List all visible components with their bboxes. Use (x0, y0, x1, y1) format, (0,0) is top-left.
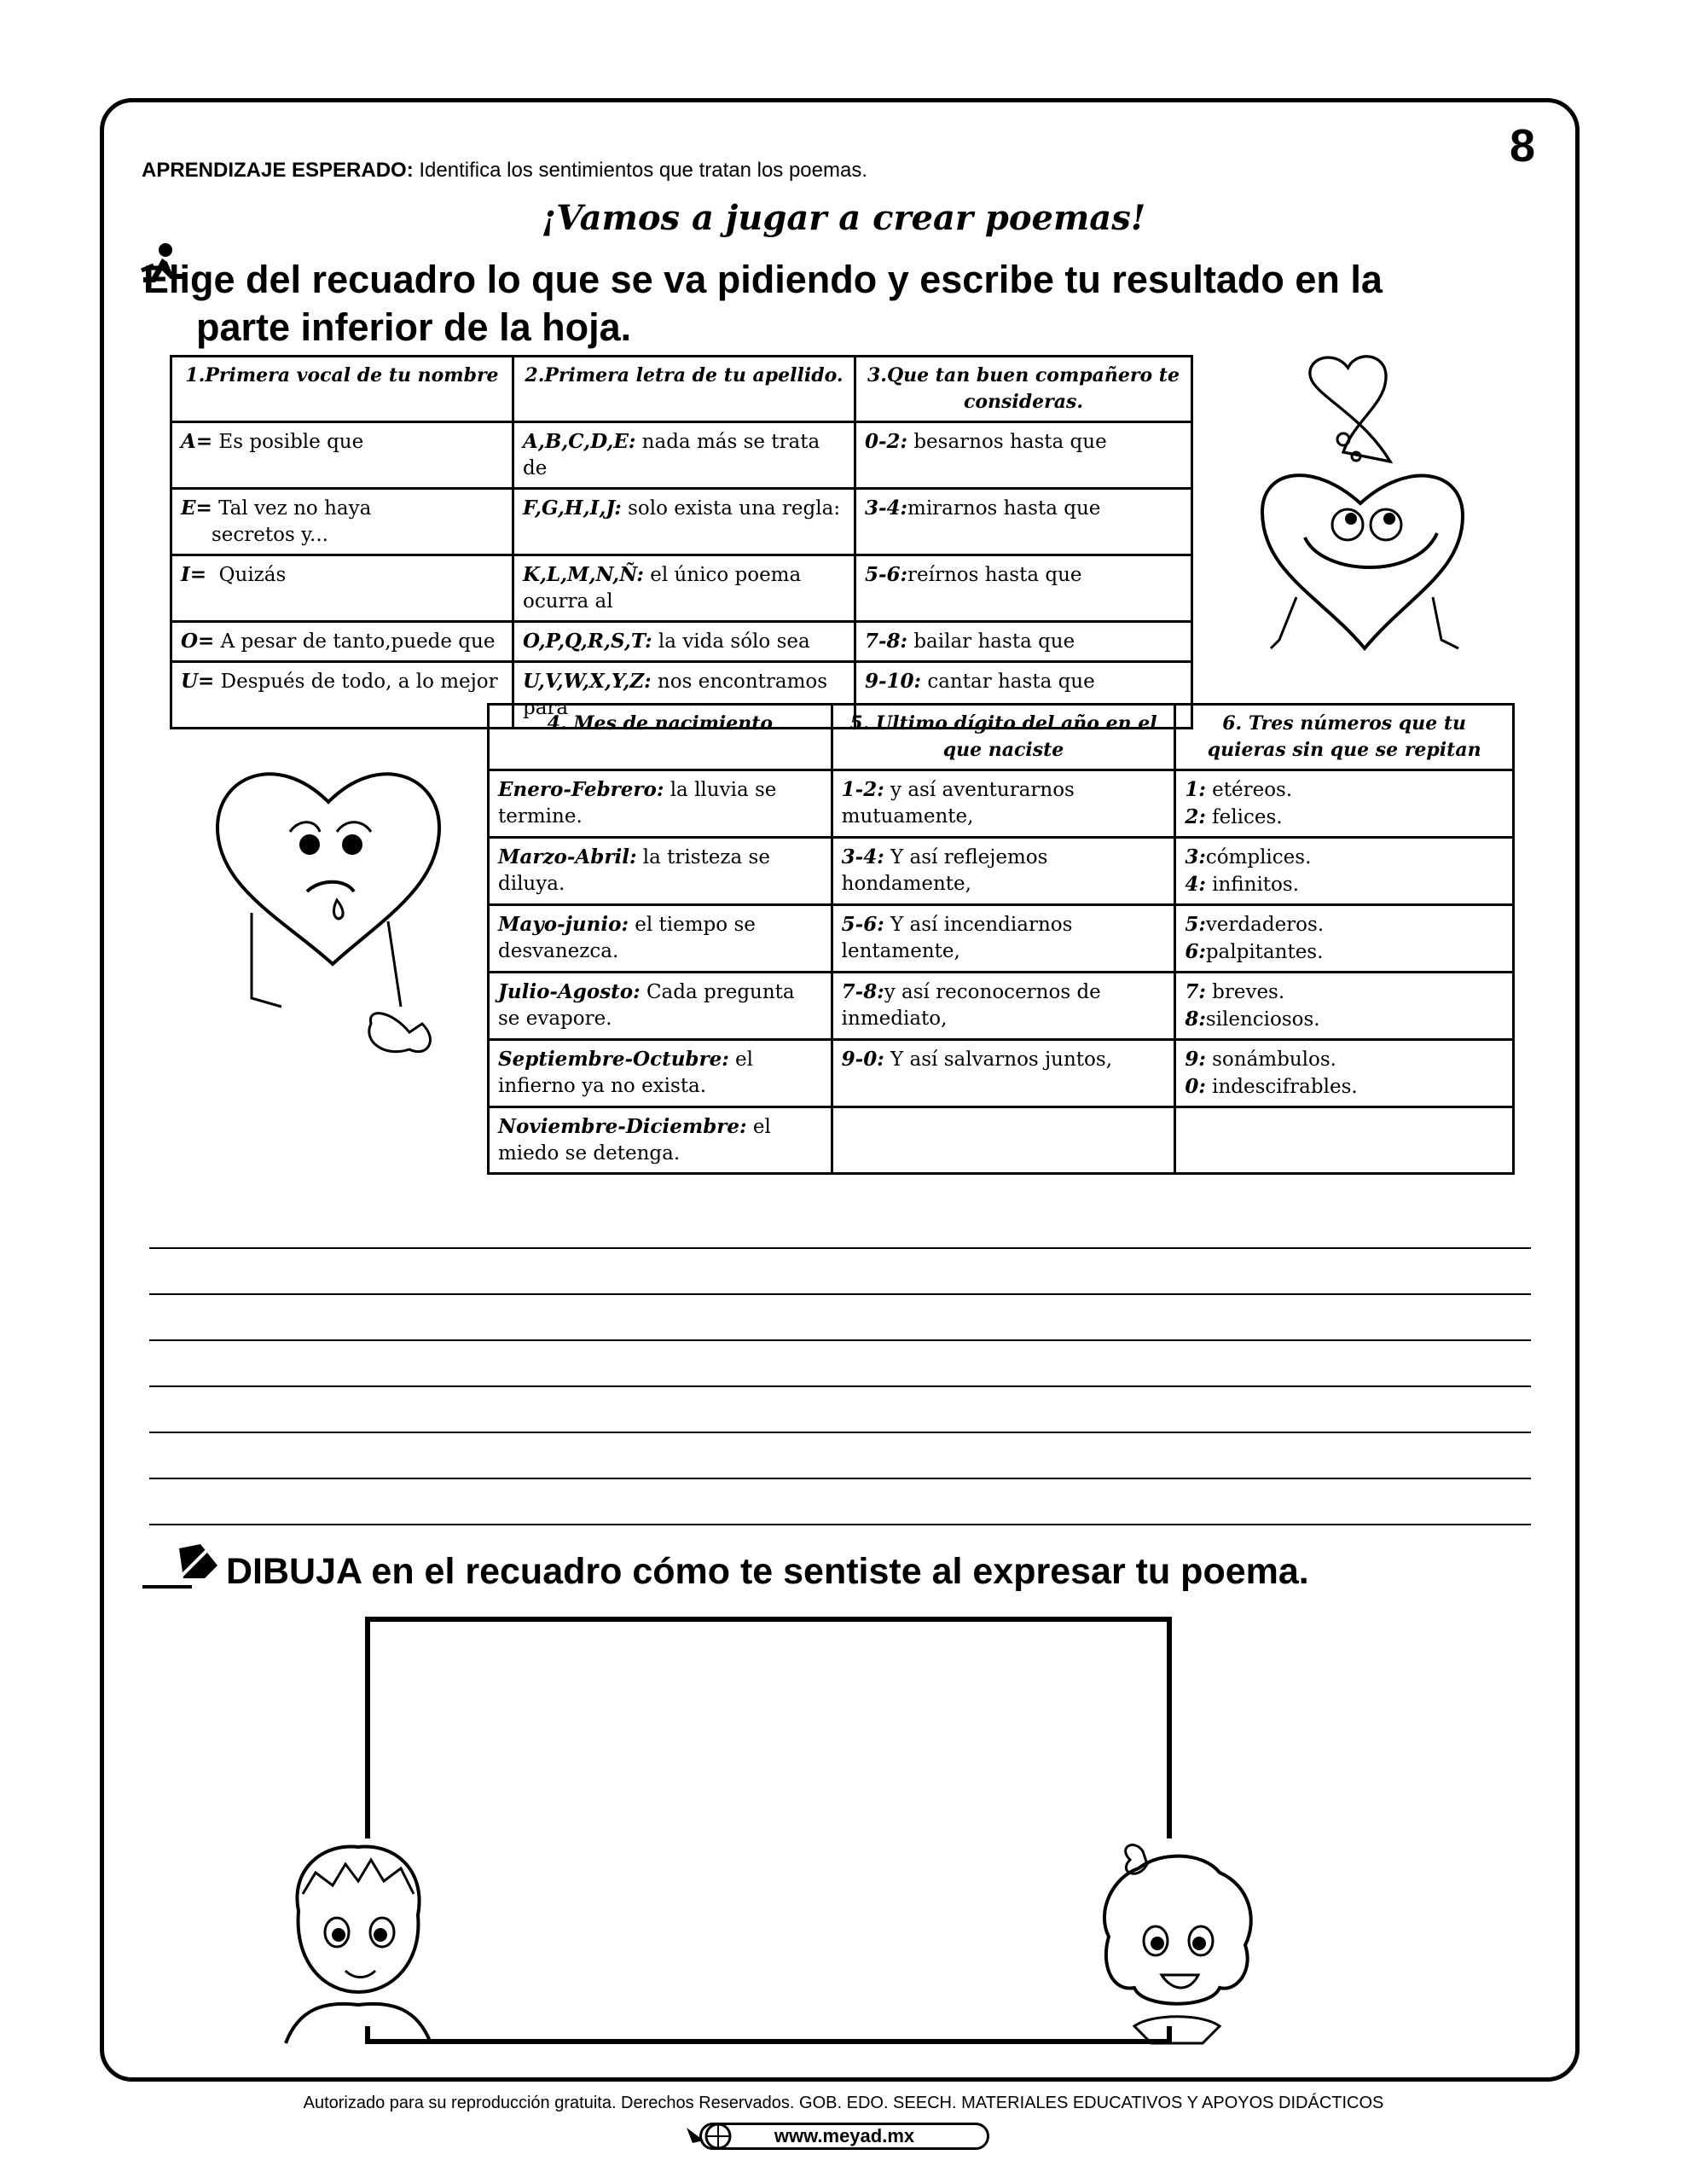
cell-key: 1: (1185, 778, 1206, 801)
cell-value: cómplices. (1205, 846, 1312, 868)
cell-key: Noviembre-Diciembre: (498, 1115, 747, 1138)
cell-value: Y así salvarnos juntos, (884, 1048, 1112, 1071)
cell-key: 1-2: (841, 778, 884, 801)
cell-value-continued: secretos y... (212, 524, 328, 546)
boy-illustration (273, 1834, 443, 2048)
cell-value: y así reconocernos de inmediato, (841, 981, 1101, 1030)
cell-value: Quizás (206, 564, 287, 586)
table-cell (1175, 973, 1514, 1040)
expected-text: Identifica los sentimientos que tratan los poemas. (413, 159, 868, 182)
cell-value: sonámbulos. (1205, 1048, 1336, 1071)
pencil-hand-icon (141, 1540, 222, 1591)
page-title: ¡Vamos a jugar a crear poemas! (541, 198, 1146, 238)
table-row (489, 973, 1514, 1040)
cell-key: 0-2: (864, 430, 908, 453)
table-cell (513, 622, 855, 662)
cell-key: 3-4: (841, 845, 884, 868)
page-number: 8 (1510, 120, 1536, 171)
instruction-line-1: Elige del recuadro lo que se va pidiendo y escribe tu resultado en la (143, 258, 1383, 301)
cell-value: cantar hasta que (921, 671, 1095, 693)
cell-key: U= (181, 670, 215, 693)
table-row (171, 622, 1192, 662)
cell-key: 3-4: (864, 497, 908, 520)
writing-line[interactable] (149, 1247, 1531, 1249)
cell-key: 3: (1185, 845, 1206, 868)
cell-value: nos encontramos para (522, 671, 828, 719)
cell-value: Y así reflejemos hondamente, (841, 846, 1048, 895)
cell-value: reírnos hasta que (907, 564, 1082, 586)
table-cell (855, 555, 1191, 622)
cell-key: F,G,H,I,J: (522, 497, 622, 520)
cell-value: solo exista una regla: (621, 497, 841, 520)
cell-value: la tristeza se diluya. (498, 846, 770, 895)
table-cell (489, 770, 832, 838)
writing-line[interactable] (149, 1524, 1531, 1525)
cell-value: el infierno ya no exista. (498, 1048, 754, 1097)
writing-line[interactable] (149, 1432, 1531, 1433)
table-row (489, 770, 1514, 838)
cell-key: 7-8: (864, 630, 908, 653)
writing-line[interactable] (149, 1293, 1531, 1295)
cell-value: silenciosos. (1205, 1008, 1320, 1031)
table-cell (832, 905, 1175, 973)
table-cell (1175, 1040, 1514, 1107)
happy-heart-illustration (1245, 341, 1484, 665)
table-cell (855, 622, 1191, 662)
cell-key: O= (181, 630, 215, 653)
table-cell (171, 422, 513, 489)
cell-key: 9-10: (864, 670, 922, 693)
header-cell: 4. Mes de nacimiento (489, 705, 832, 770)
draw-instruction (226, 1551, 1309, 1593)
cell-value: Después de todo, a lo mejor (214, 671, 498, 693)
table-row (489, 905, 1514, 973)
header-cell: 2.Primera letra de tu apellido. (513, 357, 855, 422)
table-cell (855, 489, 1191, 555)
cell-key: K,L,M,N,Ñ: (522, 563, 644, 586)
table-cell (489, 1107, 832, 1174)
cell-value: el miedo se detenga. (498, 1116, 771, 1165)
cell-value: verdaderos. (1205, 914, 1325, 936)
cell-key: 7-8: (841, 980, 884, 1003)
sad-heart-illustration (209, 751, 456, 1075)
cell-value: Es posible que (212, 431, 364, 453)
table-cell (1175, 1107, 1514, 1174)
table-cell (832, 1107, 1175, 1174)
expected-learning (142, 159, 867, 183)
cell-key: E= (181, 497, 212, 520)
table-row (489, 1107, 1514, 1174)
cell-value: besarnos hasta que (907, 431, 1107, 453)
header-cell: 5. Ultimo dígito del año en el que naciste (832, 705, 1175, 770)
table-cell (171, 489, 513, 555)
table-cell (171, 622, 513, 662)
drawing-box[interactable] (365, 1617, 1172, 2045)
cell-value: etéreos. (1205, 779, 1293, 801)
cell-key: Mayo-junio: (498, 913, 629, 936)
cell-key: O,P,Q,R,S,T: (522, 630, 652, 653)
cell-value: bailar hasta que (907, 630, 1075, 653)
table-cell (171, 555, 513, 622)
draw-instruction-text: en el recuadro cómo te sentiste al expresar tu poema. (361, 1551, 1309, 1592)
cell-key: 5-6: (841, 913, 884, 936)
choices-table-1 (170, 355, 1193, 729)
cell-value: palpitantes. (1205, 941, 1324, 963)
cell-key: 9-0: (841, 1048, 884, 1071)
cell-key: A,B,C,D,E: (522, 430, 636, 453)
table-row (171, 489, 1192, 555)
draw-instruction-bold: DIBUJA (226, 1551, 362, 1592)
cell-key: I= (181, 563, 207, 586)
cell-key: 9: (1185, 1048, 1206, 1071)
table-row (171, 555, 1192, 622)
girl-illustration (1092, 1843, 1262, 2056)
table-cell (1175, 905, 1514, 973)
table-cell (832, 838, 1175, 905)
instruction-line-2: parte inferior de la hoja. (196, 305, 632, 349)
cell-value: la lluvia se termine. (498, 779, 777, 828)
table-cell (1175, 770, 1514, 838)
cell-value: el único poema ocurra al (522, 564, 802, 613)
cell-value: Tal vez no haya (212, 497, 372, 520)
cell-value: infinitos. (1205, 874, 1300, 896)
table-cell (855, 422, 1191, 489)
cell-key: Septiembre-Octubre: (498, 1048, 729, 1071)
cell-value: nada más se trata de (522, 431, 820, 479)
cell-key: 6: (1185, 940, 1206, 963)
table-cell (513, 422, 855, 489)
cell-key: Julio-Agosto: (498, 980, 641, 1003)
writing-line[interactable] (149, 1339, 1531, 1341)
footer-website-link[interactable]: www.meyad.mx (699, 2123, 989, 2150)
choices-table-2 (487, 703, 1515, 1175)
cell-key: 0: (1185, 1075, 1206, 1098)
cell-key: Marzo-Abril: (498, 845, 637, 868)
expected-label: APRENDIZAJE ESPERADO: (142, 159, 414, 182)
footer-rights: Autorizado para su reproducción gratuita. Derechos Reservados. GOB. EDO. SEECH. MATERIALES EDUCATIVOS Y APOYOS DIDÁCTICOS (303, 2094, 1384, 2112)
cell-value: breves. (1205, 981, 1285, 1003)
table-cell (1175, 838, 1514, 905)
cell-key: 8: (1185, 1008, 1206, 1031)
table-cell (171, 662, 513, 729)
table-row (171, 422, 1192, 489)
cell-value: indescifrables. (1205, 1076, 1358, 1098)
cell-key: 7: (1185, 980, 1206, 1003)
table-row (489, 1040, 1514, 1107)
header-cell: 1.Primera vocal de tu nombre (171, 357, 513, 422)
cell-value: y así aventurarnos mutuamente, (841, 779, 1075, 828)
cell-value: el tiempo se desvanezca. (498, 914, 756, 962)
cell-key: U,V,W,X,Y,Z: (522, 670, 652, 693)
cell-key: Enero-Febrero: (498, 778, 664, 801)
table-cell (832, 1040, 1175, 1107)
header-cell: 3.Que tan buen compañero te consideras. (855, 357, 1191, 422)
header-cell: 6. Tres números que tu quieras sin que se repitan (1175, 705, 1514, 770)
cell-value: la vida sólo sea (652, 630, 810, 653)
cell-value: A pesar de tanto,puede que (214, 630, 496, 653)
table-cell (832, 973, 1175, 1040)
cell-key: A= (181, 430, 213, 453)
cell-key: 2: (1185, 805, 1206, 828)
table-cell (489, 973, 832, 1040)
writing-line[interactable] (149, 1385, 1531, 1387)
instruction (143, 256, 1474, 351)
cell-value: felices. (1205, 806, 1283, 828)
cell-value: Cada pregunta se evapore. (498, 981, 795, 1030)
table-cell (513, 555, 855, 622)
cell-value: Y así incendiarnos lentamente, (841, 914, 1073, 962)
table-row (489, 838, 1514, 905)
table-cell (513, 489, 855, 555)
cell-key: 5: (1185, 913, 1206, 936)
cell-key: 5-6: (864, 563, 908, 586)
table-cell (832, 770, 1175, 838)
cell-value: mirarnos hasta que (907, 497, 1101, 520)
writing-line[interactable] (149, 1478, 1531, 1479)
table-cell (489, 838, 832, 905)
table-cell (489, 1040, 832, 1107)
table-cell (489, 905, 832, 973)
cell-key: 4: (1185, 873, 1206, 896)
